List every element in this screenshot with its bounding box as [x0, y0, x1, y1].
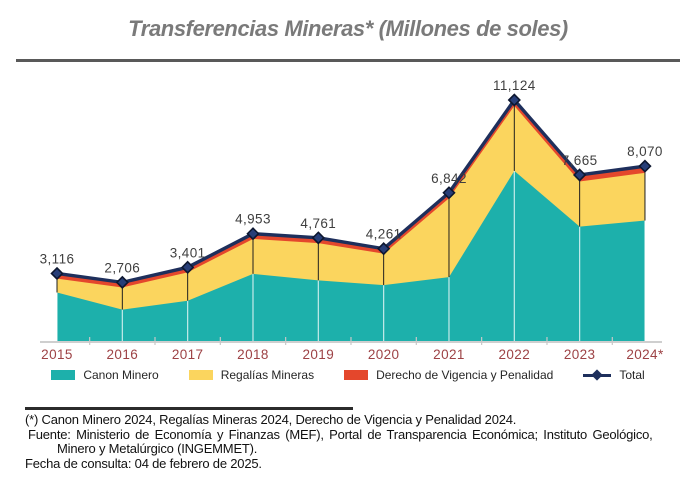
canon-minero-swatch-icon	[51, 370, 75, 380]
footnote-source-1: Fuente: Ministerio de Economía y Finanzas (MEF), Portal de Transparencia Económica; Instituto Geológico,	[28, 426, 653, 442]
legend-label: Regalías Mineras	[220, 368, 315, 382]
x-axis-year-label: 2019	[302, 347, 335, 362]
x-axis-year-label: 2015	[41, 347, 73, 362]
legend-label: Canon Minero	[83, 368, 159, 382]
total-line-marker-icon	[583, 369, 611, 381]
derecho-vigencia-swatch-icon	[344, 370, 368, 380]
data-label: 4,761	[300, 215, 337, 231]
x-axis-year-label: 2017	[171, 347, 204, 362]
data-label: 4,261	[365, 226, 402, 242]
x-axis-year-label: 2021	[433, 347, 465, 362]
regalias-mineras-swatch-icon	[189, 370, 213, 380]
x-axis-year-label: 2024*	[626, 347, 664, 362]
legend-item-derecho-vigencia	[344, 368, 553, 382]
legend-label: Derecho de Vigencia y Penalidad	[376, 368, 554, 382]
footnote-date: Fecha de consulta: 04 de febrero de 2025.	[25, 455, 262, 471]
legend-item-canon-minero	[51, 368, 158, 382]
transfers-stacked-area-chart	[0, 62, 696, 366]
data-label: 6,842	[431, 170, 467, 186]
footnote-divider	[25, 407, 353, 410]
data-label: 3,401	[169, 245, 206, 261]
data-label: 7,665	[561, 152, 598, 168]
data-label: 4,953	[235, 211, 271, 227]
legend-item-regalias-mineras	[189, 368, 314, 382]
data-label: 3,116	[39, 251, 75, 267]
x-axis-year-label: 2016	[106, 347, 139, 362]
x-axis-year-label: 2023	[563, 347, 596, 362]
footnote-asterisk: (*) Canon Minero 2024, Regalías Mineras 2024, Derecho de Vigencia y Penalidad 2024.	[25, 412, 517, 427]
data-label: 8,070	[627, 144, 663, 160]
legend-item-total	[583, 368, 644, 382]
data-label: 2,706	[104, 260, 141, 276]
x-axis-year-label: 2020	[367, 347, 400, 362]
footnotes	[25, 413, 680, 471]
x-axis-year-label: 2018	[237, 347, 269, 362]
footnote-source-2: Minero y Metalúrgico (INGEMMET).	[57, 441, 258, 457]
data-label: 11,124	[492, 78, 536, 93]
chart-legend	[0, 368, 696, 382]
chart-title: Transferencias Mineras* (Millones de soles)	[128, 16, 568, 41]
x-axis-year-label: 2022	[498, 347, 531, 362]
legend-label: Total	[619, 368, 645, 382]
